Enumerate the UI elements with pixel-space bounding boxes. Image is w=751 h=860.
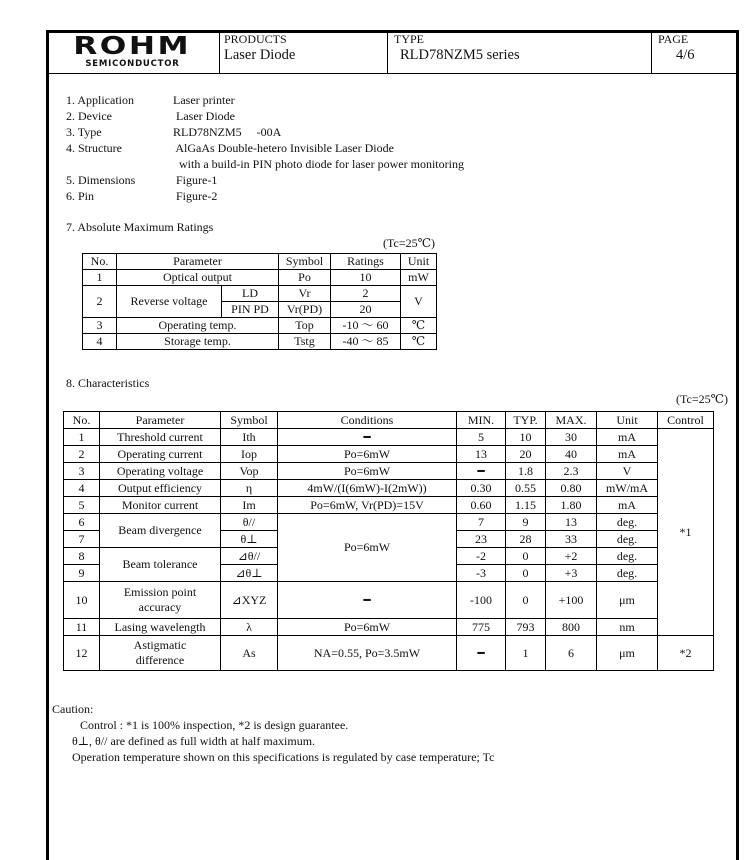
info-row <box>66 140 464 156</box>
cell-min: 13 <box>457 446 506 463</box>
cell-typ: 0 <box>506 582 546 619</box>
cell-cond: Po=6mW <box>278 463 457 480</box>
caution-line: Operation temperature shown on this specifications is regulated by case temperature; Tc <box>72 750 495 764</box>
cell-min: -2 <box>457 548 506 565</box>
cell-no: 6 <box>64 514 100 531</box>
cell-cond: ━ <box>278 582 457 619</box>
table-row <box>64 480 714 497</box>
col-header: Parameter <box>117 254 279 270</box>
table-row <box>64 446 714 463</box>
info-key: 6. Pin <box>66 189 95 203</box>
cell-param: Beam divergence <box>100 514 221 548</box>
cell-no: 2 <box>83 286 117 318</box>
cell-no: 3 <box>83 318 117 334</box>
cell-unit: deg. <box>597 531 658 548</box>
cell-typ: 9 <box>506 514 546 531</box>
logo-main-text: ROHM <box>73 31 192 60</box>
cell-rating: 20 <box>331 302 401 318</box>
cell-typ: 10 <box>506 429 546 446</box>
cell-no: 11 <box>64 619 100 636</box>
cell-cond: 4mW/(I(6mW)-I(2mW)) <box>278 480 457 497</box>
param-line: Emission point <box>123 585 197 599</box>
cell-no: 9 <box>64 565 100 582</box>
cell-typ: 1.8 <box>506 463 546 480</box>
info-row <box>66 124 464 140</box>
table-row <box>64 636 714 671</box>
info-key <box>66 156 173 172</box>
cell-no: 10 <box>64 582 100 619</box>
table-row <box>83 270 437 286</box>
cell-sub: LD <box>222 286 279 302</box>
cell-symbol: Im <box>221 497 278 514</box>
cell-param: Lasing wavelength <box>100 619 221 636</box>
cell-unit: V <box>401 286 437 318</box>
info-value: RLD78NZM5 -00A <box>173 125 282 139</box>
type-cell <box>388 30 652 73</box>
cell-typ: 20 <box>506 446 546 463</box>
characteristics-title: 8. Characteristics <box>66 376 150 390</box>
cell-unit: mA <box>597 446 658 463</box>
cell-symbol: Vop <box>221 463 278 480</box>
col-header: Symbol <box>221 412 278 429</box>
table-row <box>64 514 714 531</box>
col-header: Unit <box>597 412 658 429</box>
info-value: with a build-in PIN photo diode for laser power monitoring <box>173 157 464 171</box>
col-header: MIN. <box>457 412 506 429</box>
cell-max: 0.80 <box>546 480 597 497</box>
table-header-row <box>64 412 714 429</box>
cell-sub: PIN PD <box>222 302 279 318</box>
cell-symbol: Tstg <box>279 334 331 350</box>
cell-param: Optical output <box>117 270 279 286</box>
col-header: MAX. <box>546 412 597 429</box>
info-row <box>66 108 464 124</box>
cell-param: Monitor current <box>100 497 221 514</box>
page-cell <box>652 30 739 73</box>
table-row <box>83 286 437 302</box>
abs-max-title: 7. Absolute Maximum Ratings <box>66 220 214 234</box>
cell-typ: 0 <box>506 565 546 582</box>
characteristics-table <box>63 411 714 671</box>
cell-rating: 10 <box>331 270 401 286</box>
info-value: AlGaAs Double-hetero Invisible Laser Diode <box>173 141 394 155</box>
type-label: TYPE <box>394 32 424 46</box>
cell-unit: deg. <box>597 514 658 531</box>
table-row <box>83 334 437 350</box>
cell-cond: NA=0.55, Po=3.5mW <box>278 636 457 671</box>
logo-sub-text: SEMICONDUCTOR <box>85 59 180 69</box>
table-row <box>64 497 714 514</box>
table-row <box>83 318 437 334</box>
cell-param: Threshold current <box>100 429 221 446</box>
info-key: 2. Device <box>66 109 112 123</box>
cell-min: 0.60 <box>457 497 506 514</box>
cell-min: 7 <box>457 514 506 531</box>
caution-line: Control : *1 is 100% inspection, *2 is design guarantee. <box>80 718 349 732</box>
param-line: difference <box>135 653 185 667</box>
cell-cond: Po=6mW <box>278 514 457 582</box>
info-key: 4. Structure <box>66 141 122 155</box>
abs-max-condition: (Tc=25℃) <box>383 236 436 250</box>
cell-typ: 1 <box>506 636 546 671</box>
document-header <box>46 30 739 74</box>
info-value: Laser Diode <box>173 109 235 123</box>
cell-unit: ℃ <box>401 334 437 350</box>
cell-no: 5 <box>64 497 100 514</box>
cell-no: 1 <box>83 270 117 286</box>
cell-no: 1 <box>64 429 100 446</box>
cell-typ: 0.55 <box>506 480 546 497</box>
cell-min: 0.30 <box>457 480 506 497</box>
cell-symbol: θ⊥ <box>221 531 278 548</box>
col-header: Conditions <box>278 412 457 429</box>
cell-cond: ━ <box>278 429 457 446</box>
col-header: Ratings <box>331 254 401 270</box>
cell-min: 775 <box>457 619 506 636</box>
cell-max: 1.80 <box>546 497 597 514</box>
cell-unit: μm <box>597 636 658 671</box>
table-header-row <box>83 254 437 270</box>
cell-param: Operating current <box>100 446 221 463</box>
cell-max: +2 <box>546 548 597 565</box>
cell-unit: mA <box>597 429 658 446</box>
cell-symbol: Iop <box>221 446 278 463</box>
cell-symbol: Vr <box>279 286 331 302</box>
info-row <box>66 156 464 172</box>
cell-unit: mW/mA <box>597 480 658 497</box>
cell-min: ━ <box>457 636 506 671</box>
cell-rating: -10 ～ 60 <box>331 318 401 334</box>
cell-param: Operating voltage <box>100 463 221 480</box>
info-row <box>66 92 464 108</box>
products-cell <box>220 30 388 73</box>
caution-line: θ⊥, θ// are defined as full width at half maximum. <box>72 734 316 748</box>
table-row <box>64 463 714 480</box>
page-label: PAGE <box>658 32 689 46</box>
table-row <box>64 582 714 619</box>
cell-symbol: ⊿XYZ <box>221 582 278 619</box>
cell-max: 800 <box>546 619 597 636</box>
col-header: No. <box>64 412 100 429</box>
info-value: Figure-2 <box>173 189 218 203</box>
info-row <box>66 172 464 188</box>
param-line: Astigmatic <box>133 638 187 652</box>
cell-min: 23 <box>457 531 506 548</box>
cell-symbol: θ// <box>221 514 278 531</box>
cell-unit: deg. <box>597 565 658 582</box>
rohm-logo <box>46 30 220 73</box>
cell-control: *2 <box>658 636 714 671</box>
cell-symbol: As <box>221 636 278 671</box>
cell-no: 8 <box>64 548 100 565</box>
info-value: Laser printer <box>173 93 235 107</box>
cell-param: Storage temp. <box>117 334 279 350</box>
table-row <box>64 429 714 446</box>
cell-unit: mA <box>597 497 658 514</box>
cell-no: 3 <box>64 463 100 480</box>
cell-max: 6 <box>546 636 597 671</box>
cell-min: 5 <box>457 429 506 446</box>
type-value: RLD78NZM5 series <box>400 47 520 63</box>
col-header: Symbol <box>279 254 331 270</box>
col-header: TYP. <box>506 412 546 429</box>
cell-rating: 2 <box>331 286 401 302</box>
cell-max: 40 <box>546 446 597 463</box>
cell-unit: mW <box>401 270 437 286</box>
cell-unit: nm <box>597 619 658 636</box>
device-info-list <box>66 92 464 204</box>
cell-symbol: λ <box>221 619 278 636</box>
cell-typ: 28 <box>506 531 546 548</box>
cell-cond: Po=6mW, Vr(PD)=15V <box>278 497 457 514</box>
cell-max: +100 <box>546 582 597 619</box>
cell-control: *1 <box>658 429 714 636</box>
cell-max: +3 <box>546 565 597 582</box>
cell-unit: μm <box>597 582 658 619</box>
cell-param: Beam tolerance <box>100 548 221 582</box>
abs-max-table <box>82 253 437 350</box>
cell-typ: 1.15 <box>506 497 546 514</box>
characteristics-condition: (Tc=25℃) <box>676 392 729 406</box>
cell-min: -3 <box>457 565 506 582</box>
cell-no: 4 <box>64 480 100 497</box>
cell-min: -100 <box>457 582 506 619</box>
cell-max: 13 <box>546 514 597 531</box>
cell-no: 12 <box>64 636 100 671</box>
info-key: 5. Dimensions <box>66 173 136 187</box>
cell-param: Reverse voltage <box>117 286 222 318</box>
cell-unit: deg. <box>597 548 658 565</box>
cell-no: 4 <box>83 334 117 350</box>
info-key: 3. Type <box>66 125 102 139</box>
cell-typ: 0 <box>506 548 546 565</box>
info-row <box>66 188 464 204</box>
cell-unit: ℃ <box>401 318 437 334</box>
caution-notes <box>52 701 494 765</box>
col-header: Parameter <box>100 412 221 429</box>
cell-cond: Po=6mW <box>278 619 457 636</box>
cell-param <box>100 636 221 671</box>
cell-max: 30 <box>546 429 597 446</box>
cell-no: 7 <box>64 531 100 548</box>
page-number: 4/6 <box>676 47 695 63</box>
cell-param: Operating temp. <box>117 318 279 334</box>
cell-unit: V <box>597 463 658 480</box>
cell-symbol: Po <box>279 270 331 286</box>
cell-param: Output efficiency <box>100 480 221 497</box>
cell-typ: 793 <box>506 619 546 636</box>
cell-rating: -40 ～ 85 <box>331 334 401 350</box>
col-header: No. <box>83 254 117 270</box>
cell-symbol: ⊿θ// <box>221 548 278 565</box>
cell-no: 2 <box>64 446 100 463</box>
products-value: Laser Diode <box>224 47 296 63</box>
cell-symbol: Ith <box>221 429 278 446</box>
cell-symbol: Top <box>279 318 331 334</box>
cell-symbol: Vr(PD) <box>279 302 331 318</box>
cell-min: ━ <box>457 463 506 480</box>
caution-title: Caution: <box>52 702 94 716</box>
info-key: 1. Application <box>66 93 134 107</box>
info-value: Figure-1 <box>173 173 218 187</box>
cell-cond: Po=6mW <box>278 446 457 463</box>
col-header: Unit <box>401 254 437 270</box>
cell-symbol: ⊿θ⊥ <box>221 565 278 582</box>
cell-symbol: η <box>221 480 278 497</box>
col-header: Control <box>658 412 714 429</box>
products-label: PRODUCTS <box>224 32 287 46</box>
cell-max: 2.3 <box>546 463 597 480</box>
table-row <box>64 619 714 636</box>
param-line: accuracy <box>138 600 182 614</box>
cell-max: 33 <box>546 531 597 548</box>
cell-param <box>100 582 221 619</box>
